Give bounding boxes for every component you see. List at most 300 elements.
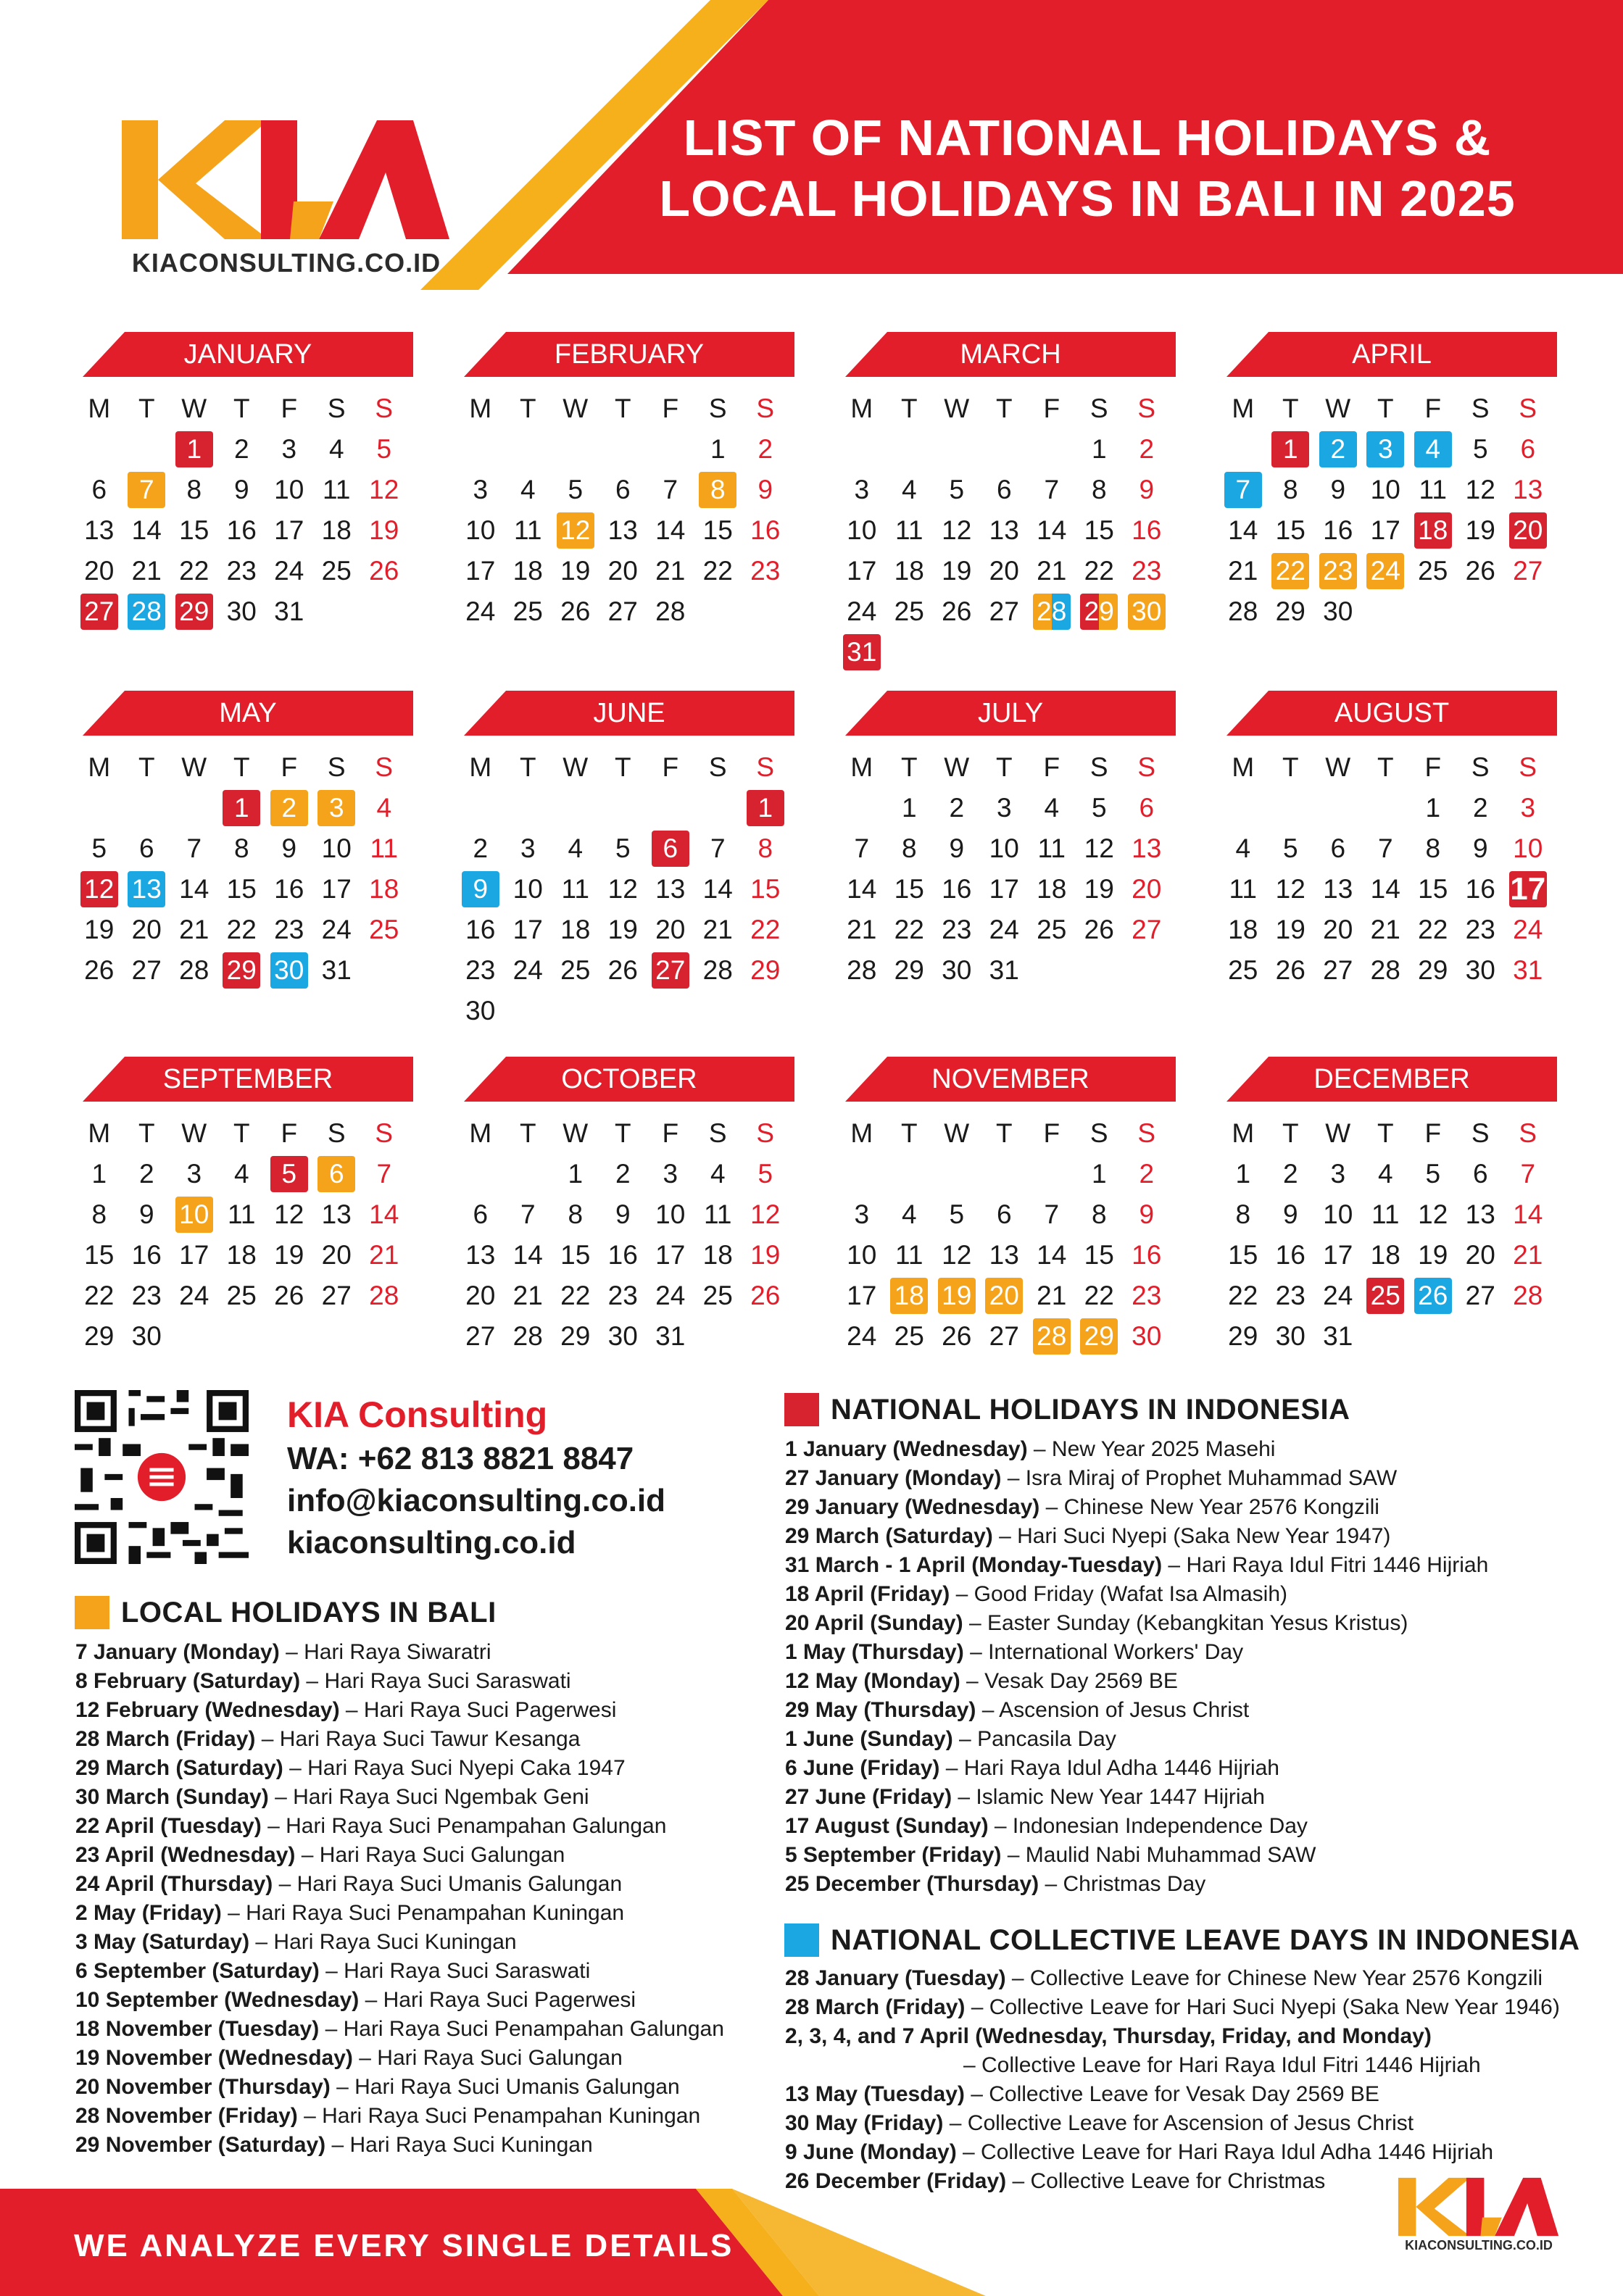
- day-cell[interactable]: 28: [702, 955, 733, 985]
- day-cell[interactable]: 18: [1228, 915, 1258, 944]
- day-cell[interactable]: 12: [1418, 1199, 1448, 1229]
- day-cell[interactable]: 26: [1275, 955, 1306, 985]
- day-cell[interactable]: 4: [710, 1159, 726, 1189]
- day-cell[interactable]: 24: [321, 915, 352, 944]
- day-cell[interactable]: 4: [520, 475, 536, 504]
- day-cell[interactable]: 31: [989, 955, 1019, 985]
- day-cell[interactable]: 22: [750, 915, 781, 944]
- day-cell[interactable]: 27: [1323, 955, 1353, 985]
- day-cell[interactable]: 23: [226, 556, 257, 586]
- day-cell[interactable]: 14: [702, 874, 733, 904]
- day-cell[interactable]: 4: [901, 1199, 917, 1229]
- day-cell[interactable]: 30: [465, 996, 496, 1026]
- day-cell[interactable]: 23: [465, 955, 496, 985]
- day-cell[interactable]: 18: [1370, 1240, 1400, 1270]
- day-cell[interactable]: 3: [520, 833, 536, 863]
- day-cell[interactable]: [123, 869, 171, 910]
- day-cell[interactable]: 18: [702, 1240, 733, 1270]
- day-cell[interactable]: 23: [1132, 556, 1162, 586]
- day-cell[interactable]: 4: [233, 1159, 249, 1189]
- day-cell[interactable]: 24: [465, 596, 496, 626]
- day-cell[interactable]: 13: [655, 874, 686, 904]
- day-cell[interactable]: 11: [1229, 874, 1257, 904]
- day-cell[interactable]: 30: [131, 1321, 162, 1351]
- day-cell[interactable]: 2: [1472, 793, 1488, 823]
- day-cell[interactable]: 15: [560, 1240, 591, 1270]
- day-cell[interactable]: 2: [615, 1159, 631, 1189]
- day-cell[interactable]: 5: [949, 1199, 965, 1229]
- day-cell[interactable]: 17: [1323, 1240, 1353, 1270]
- day-cell[interactable]: 20: [131, 915, 162, 944]
- day-cell[interactable]: 22: [1228, 1281, 1258, 1310]
- day-cell[interactable]: 20: [321, 1240, 352, 1270]
- day-cell[interactable]: 22: [560, 1281, 591, 1310]
- day-cell[interactable]: 16: [1275, 1240, 1306, 1270]
- day-cell[interactable]: 1: [1425, 793, 1441, 823]
- day-cell[interactable]: 12: [1465, 475, 1495, 504]
- day-cell[interactable]: 16: [226, 515, 257, 545]
- day-cell[interactable]: 29: [560, 1321, 591, 1351]
- day-cell[interactable]: 10: [321, 833, 352, 863]
- day-cell[interactable]: 24: [847, 596, 877, 626]
- day-cell[interactable]: 15: [1084, 515, 1114, 545]
- day-cell[interactable]: 22: [1084, 1281, 1114, 1310]
- day-cell[interactable]: 6: [1520, 434, 1536, 464]
- day-cell[interactable]: 6: [1472, 1159, 1488, 1189]
- day-cell[interactable]: 15: [226, 874, 257, 904]
- day-cell[interactable]: 9: [281, 833, 297, 863]
- day-cell[interactable]: 19: [84, 915, 115, 944]
- day-cell[interactable]: 24: [179, 1281, 209, 1310]
- day-cell[interactable]: 3: [996, 793, 1012, 823]
- day-cell[interactable]: 3: [854, 1199, 870, 1229]
- day-cell[interactable]: [552, 510, 599, 551]
- day-cell[interactable]: 3: [281, 434, 297, 464]
- day-cell[interactable]: 7: [376, 1159, 392, 1189]
- day-cell[interactable]: 26: [560, 596, 591, 626]
- day-cell[interactable]: 21: [1037, 556, 1067, 586]
- day-cell[interactable]: 14: [512, 1240, 543, 1270]
- day-cell[interactable]: 9: [1139, 475, 1155, 504]
- day-cell[interactable]: 1: [91, 1159, 107, 1189]
- day-cell[interactable]: 31: [1513, 955, 1543, 985]
- day-cell[interactable]: 5: [949, 475, 965, 504]
- day-cell[interactable]: [218, 788, 266, 828]
- day-cell[interactable]: 5: [568, 475, 584, 504]
- day-cell[interactable]: 30: [1323, 596, 1353, 626]
- day-cell[interactable]: 21: [179, 915, 209, 944]
- day-cell[interactable]: 27: [1513, 556, 1543, 586]
- day-cell[interactable]: 26: [942, 596, 972, 626]
- day-cell[interactable]: 8: [186, 475, 202, 504]
- day-cell[interactable]: 13: [989, 515, 1019, 545]
- day-cell[interactable]: 10: [1323, 1199, 1353, 1229]
- day-cell[interactable]: 13: [1323, 874, 1353, 904]
- day-cell[interactable]: 15: [1228, 1240, 1258, 1270]
- day-cell[interactable]: [75, 591, 123, 632]
- day-cell[interactable]: 7: [1044, 1199, 1060, 1229]
- day-cell[interactable]: 23: [1132, 1281, 1162, 1310]
- day-cell[interactable]: 24: [274, 556, 304, 586]
- day-cell[interactable]: 22: [1418, 915, 1448, 944]
- day-cell[interactable]: 19: [560, 556, 591, 586]
- day-cell[interactable]: 29: [894, 955, 924, 985]
- day-cell[interactable]: 11: [514, 515, 542, 545]
- day-cell[interactable]: 14: [1228, 515, 1258, 545]
- day-cell[interactable]: 8: [1091, 475, 1107, 504]
- day-cell[interactable]: 22: [1084, 556, 1114, 586]
- day-cell[interactable]: 26: [1465, 556, 1495, 586]
- day-cell[interactable]: 12: [369, 475, 399, 504]
- day-cell[interactable]: 30: [942, 955, 972, 985]
- day-cell[interactable]: 10: [1370, 475, 1400, 504]
- day-cell[interactable]: 14: [1513, 1199, 1543, 1229]
- day-cell[interactable]: 13: [1465, 1199, 1495, 1229]
- day-cell[interactable]: 27: [989, 596, 1019, 626]
- day-cell[interactable]: [457, 869, 505, 910]
- day-cell[interactable]: 25: [321, 556, 352, 586]
- day-cell[interactable]: 16: [607, 1240, 638, 1270]
- day-cell[interactable]: [694, 470, 742, 510]
- day-cell[interactable]: 11: [895, 515, 923, 545]
- day-cell[interactable]: 16: [1132, 1240, 1162, 1270]
- day-cell[interactable]: 20: [989, 556, 1019, 586]
- day-cell[interactable]: 21: [655, 556, 686, 586]
- day-cell[interactable]: 6: [1330, 833, 1346, 863]
- day-cell[interactable]: [123, 470, 171, 510]
- day-cell[interactable]: 15: [702, 515, 733, 545]
- day-cell[interactable]: 30: [1132, 1321, 1162, 1351]
- day-cell[interactable]: 26: [274, 1281, 304, 1310]
- day-cell[interactable]: 30: [226, 596, 257, 626]
- day-cell[interactable]: [170, 591, 218, 632]
- day-cell[interactable]: 14: [847, 874, 877, 904]
- day-cell[interactable]: 20: [655, 915, 686, 944]
- day-cell[interactable]: 6: [996, 1199, 1012, 1229]
- day-cell[interactable]: [313, 788, 361, 828]
- day-cell[interactable]: 18: [369, 874, 399, 904]
- day-cell[interactable]: 1: [1091, 434, 1107, 464]
- day-cell[interactable]: [265, 788, 313, 828]
- day-cell[interactable]: [981, 1276, 1029, 1316]
- day-cell[interactable]: 7: [1520, 1159, 1536, 1189]
- day-cell[interactable]: 28: [179, 955, 209, 985]
- day-cell[interactable]: 12: [274, 1199, 304, 1229]
- day-cell[interactable]: 11: [561, 874, 589, 904]
- day-cell[interactable]: 20: [1323, 915, 1353, 944]
- day-cell[interactable]: 21: [847, 915, 877, 944]
- day-cell[interactable]: [1076, 591, 1124, 632]
- day-cell[interactable]: 29: [1228, 1321, 1258, 1351]
- day-cell[interactable]: 18: [226, 1240, 257, 1270]
- day-cell[interactable]: 19: [942, 556, 972, 586]
- day-cell[interactable]: [933, 1276, 981, 1316]
- day-cell[interactable]: 25: [894, 596, 924, 626]
- day-cell[interactable]: 14: [1037, 1240, 1067, 1270]
- day-cell[interactable]: 10: [847, 1240, 877, 1270]
- day-cell[interactable]: 3: [186, 1159, 202, 1189]
- day-cell[interactable]: 14: [179, 874, 209, 904]
- day-cell[interactable]: [1028, 591, 1076, 632]
- day-cell[interactable]: 31: [1323, 1321, 1353, 1351]
- day-cell[interactable]: 14: [1370, 874, 1400, 904]
- day-cell[interactable]: 26: [607, 955, 638, 985]
- day-cell[interactable]: [170, 429, 218, 470]
- day-cell[interactable]: 2: [138, 1159, 154, 1189]
- day-cell[interactable]: 25: [226, 1281, 257, 1310]
- day-cell[interactable]: 20: [1465, 1240, 1495, 1270]
- day-cell[interactable]: 9: [1282, 1199, 1298, 1229]
- day-cell[interactable]: 15: [84, 1240, 115, 1270]
- day-cell[interactable]: 27: [1132, 915, 1162, 944]
- day-cell[interactable]: 25: [560, 955, 591, 985]
- day-cell[interactable]: 5: [1425, 1159, 1441, 1189]
- day-cell[interactable]: 7: [710, 833, 726, 863]
- day-cell[interactable]: 13: [989, 1240, 1019, 1270]
- day-cell[interactable]: 30: [1465, 955, 1495, 985]
- day-cell[interactable]: 9: [1472, 833, 1488, 863]
- day-cell[interactable]: [265, 950, 313, 991]
- day-cell[interactable]: 5: [91, 833, 107, 863]
- day-cell[interactable]: 2: [473, 833, 489, 863]
- day-cell[interactable]: [1314, 551, 1362, 591]
- day-cell[interactable]: 25: [369, 915, 399, 944]
- day-cell[interactable]: 18: [560, 915, 591, 944]
- day-cell[interactable]: 10: [655, 1199, 686, 1229]
- day-cell[interactable]: 22: [702, 556, 733, 586]
- day-cell[interactable]: 28: [369, 1281, 399, 1310]
- day-cell[interactable]: [1409, 510, 1457, 551]
- day-cell[interactable]: 9: [233, 475, 249, 504]
- day-cell[interactable]: 26: [369, 556, 399, 586]
- day-cell[interactable]: [1219, 470, 1267, 510]
- day-cell[interactable]: 9: [757, 475, 773, 504]
- day-cell[interactable]: 17: [179, 1240, 209, 1270]
- day-cell[interactable]: 17: [1370, 515, 1400, 545]
- day-cell[interactable]: 17: [321, 874, 352, 904]
- day-cell[interactable]: [1076, 1316, 1124, 1357]
- day-cell[interactable]: [1267, 429, 1315, 470]
- day-cell[interactable]: 25: [1418, 556, 1448, 586]
- day-cell[interactable]: 6: [996, 475, 1012, 504]
- day-cell[interactable]: 4: [901, 475, 917, 504]
- day-cell[interactable]: 13: [1132, 833, 1162, 863]
- day-cell[interactable]: [1267, 551, 1315, 591]
- day-cell[interactable]: 1: [1091, 1159, 1107, 1189]
- day-cell[interactable]: 28: [1370, 955, 1400, 985]
- day-cell[interactable]: 14: [655, 515, 686, 545]
- day-cell[interactable]: 7: [854, 833, 870, 863]
- day-cell[interactable]: 6: [615, 475, 631, 504]
- day-cell[interactable]: 9: [949, 833, 965, 863]
- day-cell[interactable]: 19: [750, 1240, 781, 1270]
- day-cell[interactable]: 6: [91, 475, 107, 504]
- day-cell[interactable]: 30: [1275, 1321, 1306, 1351]
- day-cell[interactable]: 23: [750, 556, 781, 586]
- day-cell[interactable]: 14: [1037, 515, 1067, 545]
- day-cell[interactable]: 8: [233, 833, 249, 863]
- day-cell[interactable]: 13: [1513, 475, 1543, 504]
- day-cell[interactable]: 22: [894, 915, 924, 944]
- day-cell[interactable]: 16: [1323, 515, 1353, 545]
- day-cell[interactable]: 11: [1371, 1199, 1400, 1229]
- day-cell[interactable]: 15: [750, 874, 781, 904]
- day-cell[interactable]: 5: [1091, 793, 1107, 823]
- day-cell[interactable]: 15: [1084, 1240, 1114, 1270]
- day-cell[interactable]: 2: [1282, 1159, 1298, 1189]
- day-cell[interactable]: [1362, 429, 1410, 470]
- day-cell[interactable]: 17: [512, 915, 543, 944]
- day-cell[interactable]: 31: [655, 1321, 686, 1351]
- day-cell[interactable]: 27: [465, 1321, 496, 1351]
- day-cell[interactable]: 19: [607, 915, 638, 944]
- day-cell[interactable]: 28: [1228, 596, 1258, 626]
- day-cell[interactable]: [647, 828, 694, 869]
- day-cell[interactable]: 24: [989, 915, 1019, 944]
- day-cell[interactable]: 5: [757, 1159, 773, 1189]
- day-cell[interactable]: 22: [179, 556, 209, 586]
- day-cell[interactable]: 8: [757, 833, 773, 863]
- day-cell[interactable]: 1: [710, 434, 726, 464]
- day-cell[interactable]: 11: [1037, 833, 1066, 863]
- qr-code-icon[interactable]: [75, 1390, 249, 1564]
- day-cell[interactable]: 19: [1084, 874, 1114, 904]
- day-cell[interactable]: 21: [1037, 1281, 1067, 1310]
- day-cell[interactable]: 12: [942, 515, 972, 545]
- day-cell[interactable]: 7: [1044, 475, 1060, 504]
- day-cell[interactable]: 11: [895, 1240, 923, 1270]
- day-cell[interactable]: 19: [1465, 515, 1495, 545]
- day-cell[interactable]: 26: [1084, 915, 1114, 944]
- day-cell[interactable]: 5: [1472, 434, 1488, 464]
- day-cell[interactable]: 8: [1282, 475, 1298, 504]
- day-cell[interactable]: 14: [131, 515, 162, 545]
- day-cell[interactable]: 10: [989, 833, 1019, 863]
- day-cell[interactable]: 28: [512, 1321, 543, 1351]
- day-cell[interactable]: [1504, 510, 1552, 551]
- day-cell[interactable]: 18: [512, 556, 543, 586]
- day-cell[interactable]: 11: [704, 1199, 732, 1229]
- day-cell[interactable]: 17: [655, 1240, 686, 1270]
- day-cell[interactable]: 23: [942, 915, 972, 944]
- day-cell[interactable]: 23: [607, 1281, 638, 1310]
- day-cell[interactable]: 17: [847, 556, 877, 586]
- day-cell[interactable]: 2: [233, 434, 249, 464]
- day-cell[interactable]: 8: [1091, 1199, 1107, 1229]
- day-cell[interactable]: 4: [1235, 833, 1251, 863]
- day-cell[interactable]: 20: [84, 556, 115, 586]
- day-cell[interactable]: 12: [1275, 874, 1306, 904]
- day-cell[interactable]: 17: [847, 1281, 877, 1310]
- contact-website[interactable]: kiaconsulting.co.id: [287, 1525, 576, 1560]
- day-cell[interactable]: 21: [1370, 915, 1400, 944]
- day-cell[interactable]: [75, 869, 123, 910]
- contact-email[interactable]: info@kiaconsulting.co.id: [287, 1483, 666, 1518]
- day-cell[interactable]: 3: [663, 1159, 678, 1189]
- day-cell[interactable]: 25: [894, 1321, 924, 1351]
- day-cell[interactable]: [1504, 869, 1552, 910]
- day-cell[interactable]: [1028, 1316, 1076, 1357]
- day-cell[interactable]: 16: [1465, 874, 1495, 904]
- day-cell[interactable]: 25: [512, 596, 543, 626]
- day-cell[interactable]: 3: [473, 475, 489, 504]
- day-cell[interactable]: 13: [321, 1199, 352, 1229]
- day-cell[interactable]: 31: [274, 596, 304, 626]
- day-cell[interactable]: 21: [131, 556, 162, 586]
- day-cell[interactable]: 8: [568, 1199, 584, 1229]
- day-cell[interactable]: 16: [274, 874, 304, 904]
- day-cell[interactable]: 10: [847, 515, 877, 545]
- day-cell[interactable]: 10: [465, 515, 496, 545]
- day-cell[interactable]: 11: [323, 475, 351, 504]
- day-cell[interactable]: 18: [1037, 874, 1067, 904]
- day-cell[interactable]: 7: [1377, 833, 1393, 863]
- day-cell[interactable]: 4: [1377, 1159, 1393, 1189]
- day-cell[interactable]: 21: [1228, 556, 1258, 586]
- day-cell[interactable]: 31: [321, 955, 352, 985]
- day-cell[interactable]: 27: [131, 955, 162, 985]
- day-cell[interactable]: 26: [942, 1321, 972, 1351]
- day-cell[interactable]: 21: [1513, 1240, 1543, 1270]
- day-cell[interactable]: 12: [750, 1199, 781, 1229]
- day-cell[interactable]: 3: [1520, 793, 1536, 823]
- day-cell[interactable]: 20: [1132, 874, 1162, 904]
- day-cell[interactable]: 23: [1275, 1281, 1306, 1310]
- day-cell[interactable]: 2: [1139, 434, 1155, 464]
- day-cell[interactable]: 16: [131, 1240, 162, 1270]
- day-cell[interactable]: 29: [1275, 596, 1306, 626]
- day-cell[interactable]: [313, 1154, 361, 1194]
- day-cell[interactable]: 3: [854, 475, 870, 504]
- day-cell[interactable]: 4: [328, 434, 344, 464]
- day-cell[interactable]: 2: [757, 434, 773, 464]
- day-cell[interactable]: 15: [179, 515, 209, 545]
- day-cell[interactable]: 9: [138, 1199, 154, 1229]
- day-cell[interactable]: 6: [1139, 793, 1155, 823]
- day-cell[interactable]: 9: [1139, 1199, 1155, 1229]
- day-cell[interactable]: 9: [615, 1199, 631, 1229]
- day-cell[interactable]: 24: [847, 1321, 877, 1351]
- day-cell[interactable]: 13: [84, 515, 115, 545]
- day-cell[interactable]: 21: [512, 1281, 543, 1310]
- day-cell[interactable]: 1: [568, 1159, 584, 1189]
- day-cell[interactable]: [1314, 429, 1362, 470]
- day-cell[interactable]: 14: [369, 1199, 399, 1229]
- day-cell[interactable]: 12: [607, 874, 638, 904]
- day-cell[interactable]: 1: [1235, 1159, 1251, 1189]
- day-cell[interactable]: 1: [901, 793, 917, 823]
- day-cell[interactable]: 20: [607, 556, 638, 586]
- day-cell[interactable]: 3: [1330, 1159, 1346, 1189]
- day-cell[interactable]: 25: [1037, 915, 1067, 944]
- day-cell[interactable]: 10: [1513, 833, 1543, 863]
- day-cell[interactable]: 25: [702, 1281, 733, 1310]
- day-cell[interactable]: [265, 1154, 313, 1194]
- day-cell[interactable]: 17: [989, 874, 1019, 904]
- day-cell[interactable]: [742, 788, 789, 828]
- day-cell[interactable]: 20: [465, 1281, 496, 1310]
- day-cell[interactable]: 8: [901, 833, 917, 863]
- day-cell[interactable]: 24: [1513, 915, 1543, 944]
- day-cell[interactable]: [1409, 429, 1457, 470]
- contact-whatsapp[interactable]: WA: +62 813 8821 8847: [287, 1441, 634, 1476]
- day-cell[interactable]: 6: [138, 833, 154, 863]
- day-cell[interactable]: 15: [894, 874, 924, 904]
- day-cell[interactable]: [123, 591, 171, 632]
- day-cell[interactable]: 27: [1465, 1281, 1495, 1310]
- day-cell[interactable]: 22: [84, 1281, 115, 1310]
- day-cell[interactable]: 5: [1282, 833, 1298, 863]
